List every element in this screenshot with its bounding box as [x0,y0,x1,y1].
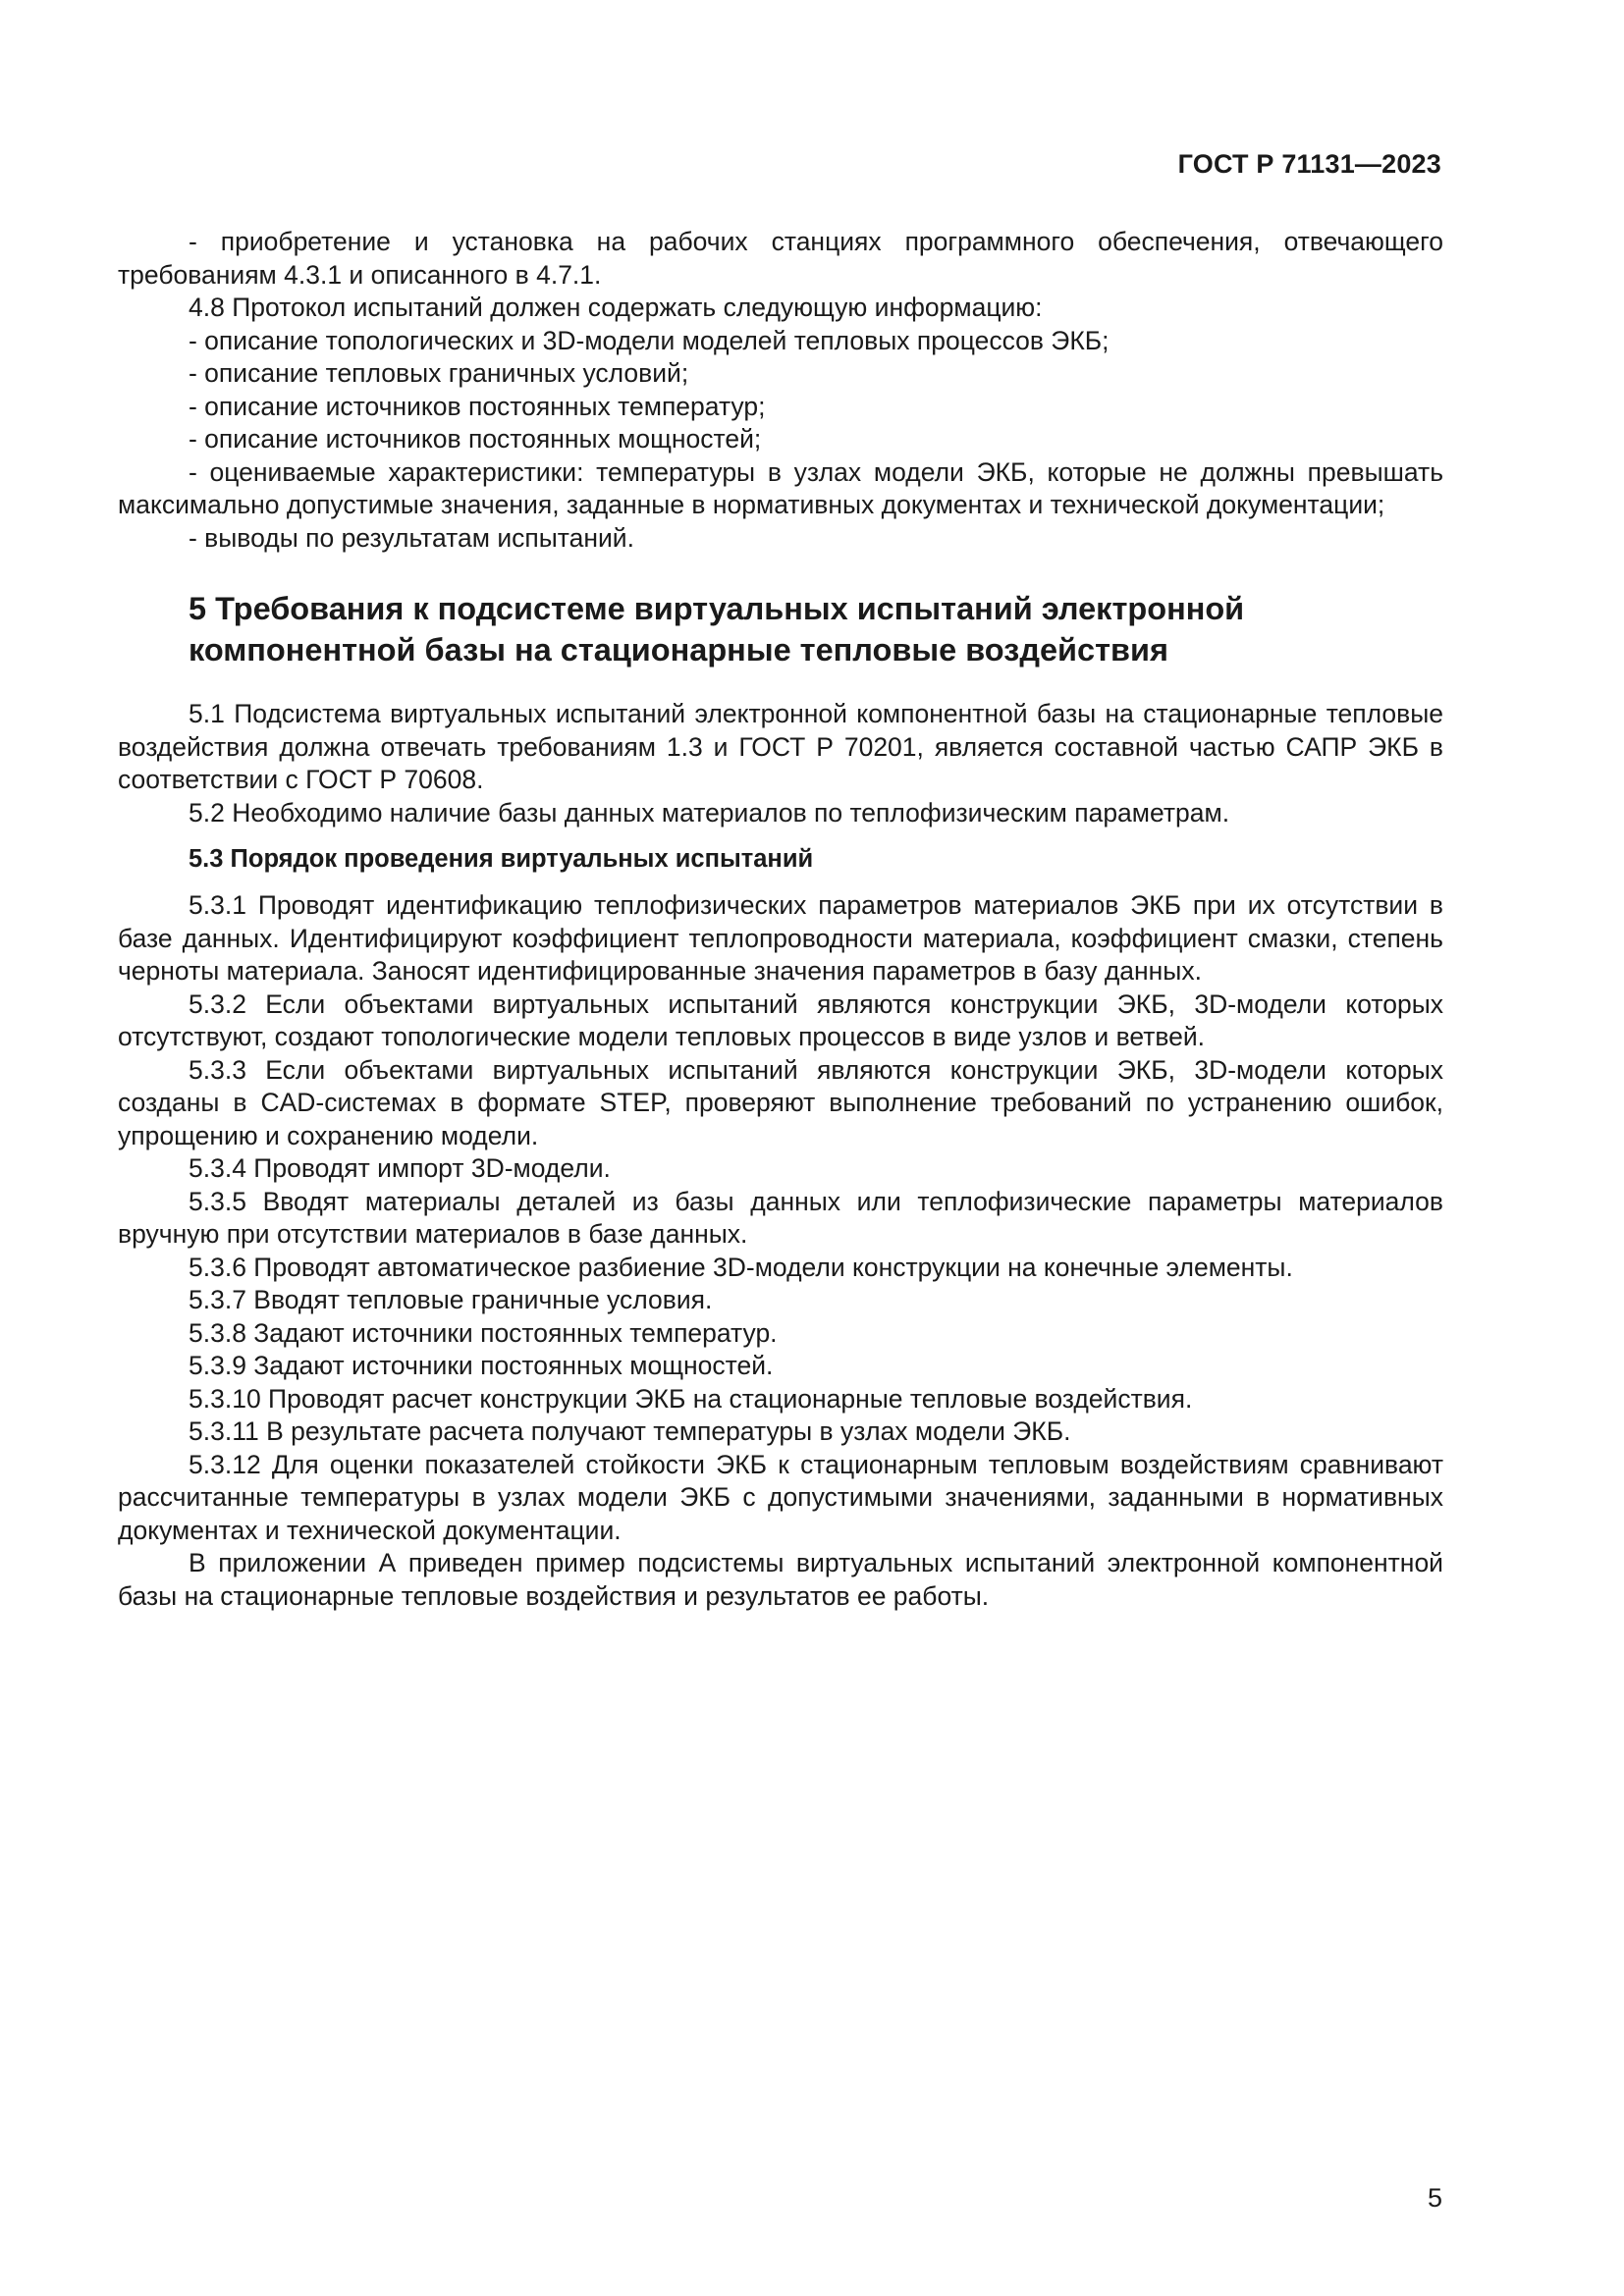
paragraph: 5.3.10 Проводят расчет конструкции ЭКБ на стационарные тепловые воздействия. [189,1383,1193,1414]
list-item: - описание источников постоянных мощностей; [189,424,762,454]
paragraph: - приобретение и установка на рабочих станциях программного обеспечения, отвечающего требованиям 4.3.1 и описанного в 4.7.1. [118,227,1443,290]
paragraph: 5.3.5 Вводят материалы деталей из базы данных или теплофизические параметры материалов вручную при отсутствии материалов в базе данных. [118,1186,1443,1249]
paragraph: 5.3.4 Проводят импорт 3D-модели. [189,1153,611,1183]
list-item: - описание источников постоянных температур; [189,391,766,421]
paragraph: 5.3.8 Задают источники постоянных температур. [189,1317,778,1348]
subsection-title: 5.3 Порядок проведения виртуальных испытаний [189,845,814,873]
list-item: - выводы по результатам испытаний. [189,522,634,553]
paragraph: 5.3.9 Задают источники постоянных мощностей. [189,1351,774,1380]
paragraph: 5.3.6 Проводят автоматическое разбиение 3D-модели конструкции на конечные элементы. [189,1252,1293,1282]
paragraph: 5.3.12 Для оценки показателей стойкости ЭКБ к стационарным тепловым воздействиям сравнивают рассчитанные температуры в узлах модели ЭКБ с допустимыми значениями, заданными в нормативных документах и технической документации. [118,1449,1443,1545]
section-title-line-2: компонентной базы на стационарные тепловые воздействия [189,632,1168,667]
paragraph: 5.3.1 Проводят идентификацию теплофизических параметров материалов ЭКБ при их отсутствии в базе данных. Идентифицируют коэффициент теплопроводности материала, коэффициент смазки, степень черноты материала. Заносят идентифицированные значения параметров в базу данных. [118,890,1443,986]
paragraph: 5.3.3 Если объектами виртуальных испытаний являются конструкции ЭКБ, 3D-модели которых созданы в CAD-системах в формате STEP, проверяют выполнение требований по устранению ошибок, упрощению и сохранению модели. [118,1054,1443,1150]
paragraph: 5.3.11 В результате расчета получают температуры в узлах модели ЭКБ. [189,1416,1071,1446]
list-item: - описание топологических и 3D-модели моделей тепловых процессов ЭКБ; [189,325,1110,355]
paragraph: 5.2 Необходимо наличие базы данных материалов по теплофизическим параметрам. [189,797,1230,828]
list-item: - описание тепловых граничных условий; [189,358,689,388]
document-code-header: ГОСТ Р 71131—2023 [1177,149,1441,179]
paragraph: 5.3.7 Вводят тепловые граничные условия. [189,1285,713,1314]
paragraph: В приложении А приведен пример подсистемы виртуальных испытаний электронной компонентной базы на стационарные тепловые воздействия и результатов ее работы. [118,1548,1443,1611]
list-item: - оцениваемые характеристики: температуры в узлах модели ЭКБ, которые не должны превышать максимально допустимые значения, заданные в нормативных документах и технической документации; [118,456,1443,519]
paragraph: 5.3.2 Если объектами виртуальных испытаний являются конструкции ЭКБ, 3D-модели которых отсутствуют, создают топологические модели тепловых процессов в виде узлов и ветвей. [118,988,1443,1051]
paragraph: 5.1 Подсистема виртуальных испытаний электронной компонентной базы на стационарные тепловые воздействия должна отвечать требованиям 1.3 и ГОСТ Р 70201, является составной частью САПР ЭКБ в соответствии с ГОСТ Р 70608. [118,699,1443,794]
page-number: 5 [1427,2183,1442,2213]
section-title [118,588,1443,670]
section-title-line-1: 5 Требования к подсистеме виртуальных испытаний электронной [189,591,1245,626]
document-body [118,226,1443,1613]
paragraph: 4.8 Протокол испытаний должен содержать следующую информацию: [189,293,1043,322]
